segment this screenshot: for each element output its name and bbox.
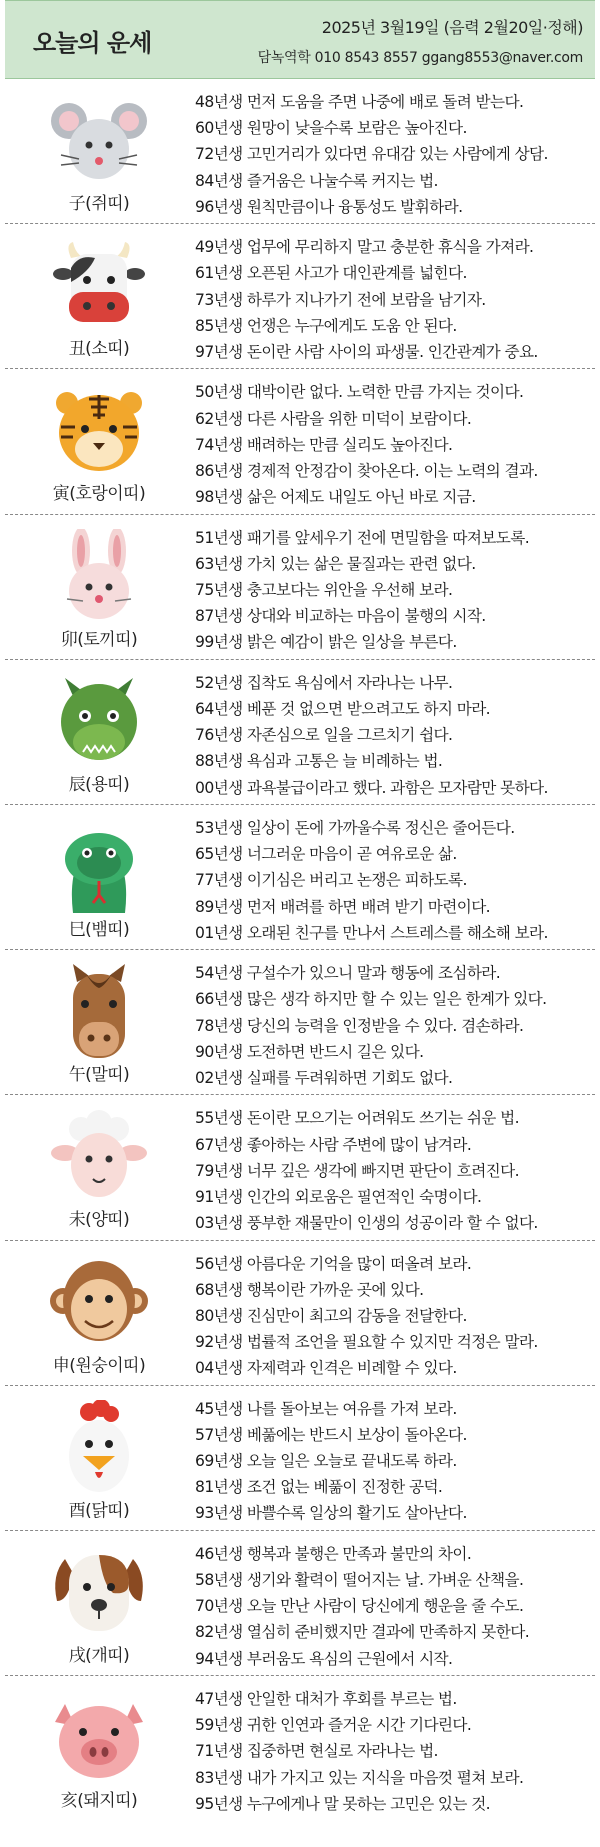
fortune-lines xyxy=(195,1396,595,1527)
fortune-line: 74년생 배려하는 만큼 실리도 높아진다. xyxy=(195,435,453,454)
fortune-line: 69년생 오늘 일은 오늘로 끝내도록 하라. xyxy=(195,1452,457,1471)
fortune-lines xyxy=(195,1541,595,1672)
zodiac-row xyxy=(5,1386,595,1531)
fortune-line: 91년생 인간의 외로움은 필연적인 숙명이다. xyxy=(195,1187,482,1206)
zodiac-label: 卯(토끼띠) xyxy=(60,629,138,650)
zodiac-label: 丑(소띠) xyxy=(68,339,130,360)
rooster-icon xyxy=(49,1400,149,1494)
fortune-line: 82년생 열심히 준비했지만 결과에 만족하지 못한다. xyxy=(195,1623,530,1642)
fortune-line: 80년생 진심만이 최고의 감동을 전달한다. xyxy=(195,1306,467,1325)
rat-icon xyxy=(49,93,149,187)
horse-icon xyxy=(49,964,149,1058)
fortune-line: 89년생 먼저 배려를 하면 배려 받기 마련이다. xyxy=(195,897,491,916)
fortune-line: 64년생 베푼 것 없으면 받으려고도 하지 마라. xyxy=(195,699,491,718)
snake-icon xyxy=(49,819,149,913)
fortune-line: 99년생 밝은 예감이 밝은 일상을 부른다. xyxy=(195,633,457,652)
fortune-lines xyxy=(195,1251,595,1382)
fortune-line: 52년생 집착도 욕심에서 자라나는 나무. xyxy=(195,673,453,692)
zodiac-row xyxy=(5,1676,595,1821)
zodiac-row xyxy=(5,224,595,369)
fortune-line: 54년생 구설수가 있으니 말과 행동에 조심하라. xyxy=(195,964,501,983)
fortune-lines xyxy=(195,1686,595,1817)
fortune-line: 47년생 안일한 대처가 후회를 부르는 법. xyxy=(195,1690,457,1709)
fortune-line: 71년생 집중하면 현실로 자라나는 법. xyxy=(195,1742,438,1761)
fortune-line: 84년생 즐거움은 나눌수록 커지는 법. xyxy=(195,171,438,190)
fortune-line: 62년생 다른 사람을 위한 미덕이 보람이다. xyxy=(195,409,472,428)
fortune-line: 57년생 베풂에는 반드시 보상이 돌아온다. xyxy=(195,1425,467,1444)
fortune-line: 45년생 나를 돌아보는 여유를 가져 보라. xyxy=(195,1399,457,1418)
fortune-line: 96년생 원칙만큼이나 융통성도 발휘하라. xyxy=(195,197,463,216)
fortune-line: 59년생 귀한 인연과 즐거운 시간 기다린다. xyxy=(195,1716,472,1735)
zodiac-label: 酉(닭띠) xyxy=(68,1500,130,1521)
ox-icon xyxy=(49,238,149,332)
fortune-line: 88년생 욕심과 고통은 늘 비례하는 법. xyxy=(195,752,443,771)
sheep-icon xyxy=(49,1109,149,1203)
zodiac-label: 申(원숭이띠) xyxy=(52,1355,146,1376)
date-line: 2025년 3월19일 (음력 2월20일·정해) xyxy=(321,18,583,37)
fortune-line: 50년생 대박이란 없다. 노력한 만큼 가지는 것이다. xyxy=(195,383,524,402)
fortune-line: 92년생 법률적 조언을 필요할 수 있지만 걱정은 말라. xyxy=(195,1333,538,1352)
fortune-line: 90년생 도전하면 반드시 길은 있다. xyxy=(195,1042,424,1061)
zodiac-row xyxy=(5,1531,595,1676)
rabbit-icon xyxy=(49,529,149,623)
zodiac-label: 午(말띠) xyxy=(68,1065,130,1086)
fortune-line: 85년생 언쟁은 누구에게도 도움 안 된다. xyxy=(195,316,457,335)
zodiac-label: 辰(용띠) xyxy=(68,774,130,795)
fortune-line: 63년생 가치 있는 삶은 물질과는 관련 없다. xyxy=(195,554,476,573)
fortune-lines xyxy=(195,234,595,365)
zodiac-row xyxy=(5,660,595,805)
fortune-line: 68년생 행복이란 가까운 곳에 있다. xyxy=(195,1280,424,1299)
zodiac-row xyxy=(5,515,595,660)
zodiac-row xyxy=(5,369,595,514)
dog-icon xyxy=(49,1545,149,1639)
fortune-line: 76년생 자존심으로 일을 그르치기 쉽다. xyxy=(195,726,453,745)
fortune-line: 66년생 많은 생각 하지만 할 수 있는 일은 한계가 있다. xyxy=(195,990,547,1009)
fortune-line: 02년생 실패를 두려워하면 기회도 없다. xyxy=(195,1068,453,1087)
zodiac-row xyxy=(5,950,595,1095)
fortune-line: 86년생 경제적 안정감이 찾아온다. 이는 노력의 결과. xyxy=(195,461,538,480)
fortune-line: 78년생 당신의 능력을 인정받을 수 있다. 겸손하라. xyxy=(195,1016,524,1035)
dragon-icon xyxy=(49,674,149,768)
fortune-line: 73년생 하루가 지나가기 전에 보람을 남기자. xyxy=(195,290,486,309)
fortune-lines xyxy=(195,379,595,510)
zodiac-label: 亥(돼지띠) xyxy=(60,1791,138,1812)
fortune-line: 60년생 원망이 낮을수록 보람은 높아진다. xyxy=(195,119,467,138)
fortune-line: 58년생 생기와 활력이 떨어지는 날. 가벼운 산책을. xyxy=(195,1571,524,1590)
fortune-line: 01년생 오래된 친구를 만나서 스트레스를 해소해 보라. xyxy=(195,923,548,942)
fortune-line: 72년생 고민거리가 있다면 유대감 있는 사람에게 상담. xyxy=(195,145,548,164)
fortune-line: 56년생 아름다운 기억을 많이 떠올려 보라. xyxy=(195,1254,472,1273)
pig-icon xyxy=(49,1690,149,1784)
fortune-line: 48년생 먼저 도움을 주면 나중에 배로 돌려 받는다. xyxy=(195,93,524,111)
zodiac-label: 未(양띠) xyxy=(68,1210,130,1231)
fortune-line: 00년생 과욕불급이라고 했다. 과함은 모자람만 못하다. xyxy=(195,778,548,797)
fortune-line: 04년생 자제력과 인격은 비례할 수 있다. xyxy=(195,1359,457,1378)
contact-line: 담녹역학 010 8543 8557 ggang8553@naver.com xyxy=(257,50,583,66)
fortune-line: 93년생 바쁠수록 일상의 활기도 살아난다. xyxy=(195,1504,467,1523)
fortune-line: 70년생 오늘 만난 사람이 당신에게 행운을 줄 수도. xyxy=(195,1597,524,1616)
fortune-line: 87년생 상대와 비교하는 마음이 불행의 시작. xyxy=(195,607,486,626)
zodiac-label: 巳(뱀띠) xyxy=(68,919,130,940)
fortune-line: 53년생 일상이 돈에 가까울수록 정신은 줄어든다. xyxy=(195,818,515,837)
fortune-line: 81년생 조건 없는 베풂이 진정한 공덕. xyxy=(195,1478,443,1497)
fortune-lines xyxy=(195,89,595,220)
fortune-line: 46년생 행복과 불행은 만족과 불만의 차이. xyxy=(195,1544,472,1563)
fortune-line: 95년생 누구에게나 말 못하는 고민은 있는 것. xyxy=(195,1794,491,1813)
zodiac-label: 戌(개띠) xyxy=(68,1645,130,1666)
fortune-lines xyxy=(195,1105,595,1236)
fortune-line: 61년생 오픈된 사고가 대인관계를 넓힌다. xyxy=(195,264,467,283)
fortune-page xyxy=(5,0,595,1847)
zodiac-label: 寅(호랑이띠) xyxy=(52,484,146,505)
fortune-lines xyxy=(195,815,595,946)
fortune-line: 55년생 돈이란 모으기는 어려워도 쓰기는 쉬운 법. xyxy=(195,1109,519,1128)
monkey-icon xyxy=(49,1255,149,1349)
fortune-line: 98년생 삶은 어제도 내일도 아닌 바로 지금. xyxy=(195,488,476,507)
fortune-lines xyxy=(195,525,595,656)
fortune-line: 03년생 풍부한 재물만이 인생의 성공이라 할 수 없다. xyxy=(195,1214,538,1233)
fortune-line: 67년생 좋아하는 사람 주변에 많이 남겨라. xyxy=(195,1135,472,1154)
fortune-line: 75년생 충고보다는 위안을 우선해 보라. xyxy=(195,580,453,599)
zodiac-row xyxy=(5,79,595,224)
fortune-line: 77년생 이기심은 버리고 논쟁은 피하도록. xyxy=(195,871,467,890)
fortune-line: 49년생 업무에 무리하지 말고 충분한 휴식을 가져라. xyxy=(195,238,534,257)
zodiac-row xyxy=(5,1095,595,1240)
fortune-line: 79년생 너무 깊은 생각에 빠지면 판단이 흐려진다. xyxy=(195,1161,519,1180)
zodiac-row xyxy=(5,805,595,950)
fortune-line: 51년생 패기를 앞세우기 전에 면밀함을 따져보도록. xyxy=(195,528,530,547)
fortune-line: 94년생 부러움도 욕심의 근원에서 시작. xyxy=(195,1649,453,1668)
fortune-lines xyxy=(195,960,595,1091)
zodiac-label: 子(쥐띠) xyxy=(68,194,130,214)
zodiac-list xyxy=(5,79,595,1821)
fortune-line: 65년생 너그러운 마음이 곧 여유로운 삶. xyxy=(195,845,457,864)
tiger-icon xyxy=(49,383,149,477)
fortune-lines xyxy=(195,670,595,801)
header-banner xyxy=(5,0,595,79)
fortune-line: 83년생 내가 가지고 있는 지식을 마음껏 펼쳐 보라. xyxy=(195,1768,524,1787)
page-title: 오늘의 운세 xyxy=(33,29,152,57)
fortune-line: 97년생 돈이란 사람 사이의 파생물. 인간관계가 중요. xyxy=(195,342,538,361)
zodiac-row xyxy=(5,1241,595,1386)
